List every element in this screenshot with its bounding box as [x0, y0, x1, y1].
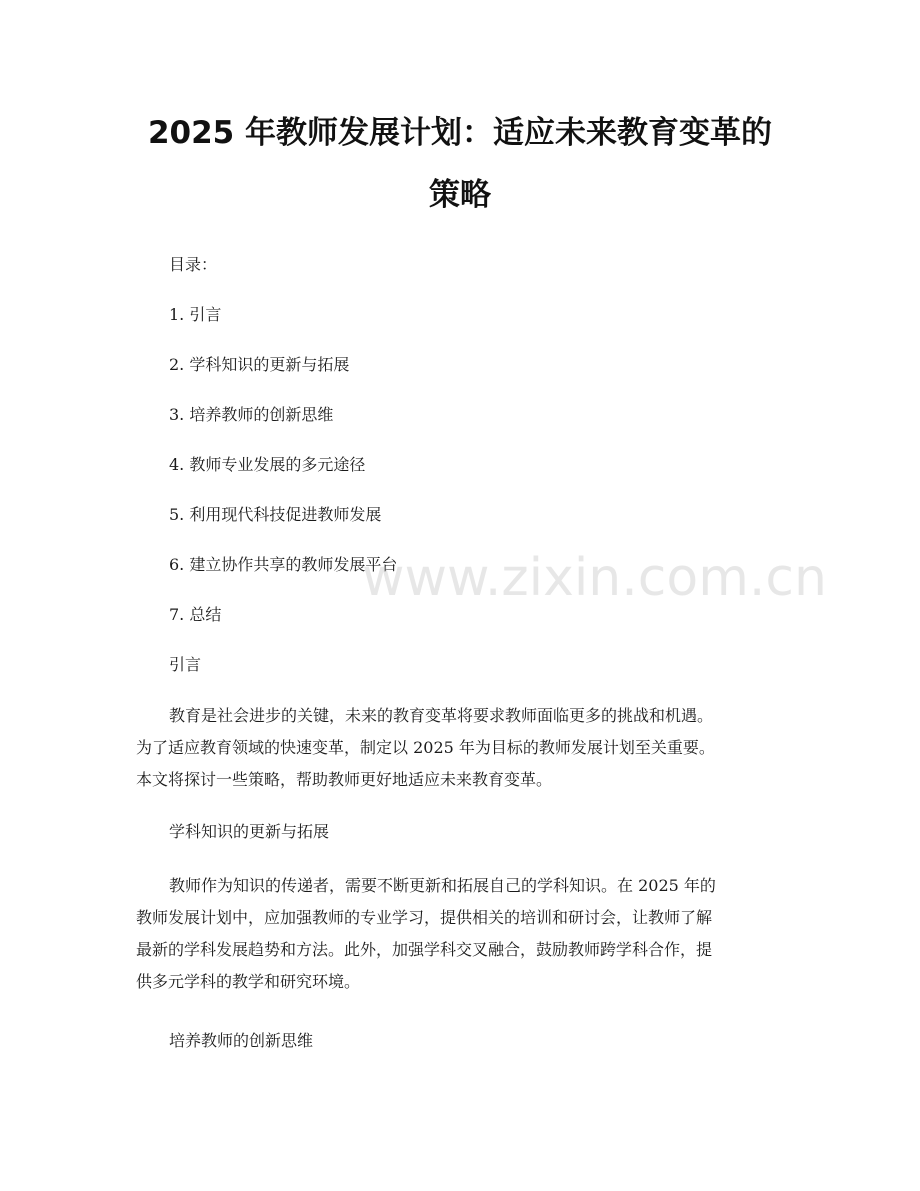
intro-paragraph: [136, 700, 786, 796]
toc-item: 2. 学科知识的更新与拓展: [169, 355, 350, 374]
paragraph-line: 教育是社会进步的关键，未来的教育变革将要求教师面临更多的挑战和机遇。: [169, 706, 714, 725]
section-heading-knowledge: 学科知识的更新与拓展: [169, 822, 330, 841]
knowledge-paragraph: [136, 870, 786, 998]
paragraph-line: 教师发展计划中，应加强教师的专业学习，提供相关的培训和研讨会，让教师了解: [136, 908, 713, 927]
toc-item: 7. 总结: [169, 605, 222, 624]
toc-item: 4. 教师专业发展的多元途径: [169, 455, 366, 474]
paragraph-line: 供多元学科的教学和研究环境。: [136, 972, 361, 991]
document-title-line-2: 策略: [429, 177, 491, 213]
section-heading-intro: 引言: [169, 655, 202, 674]
toc-item: 6. 建立协作共享的教师发展平台: [169, 555, 398, 574]
toc-item: 1. 引言: [169, 305, 222, 324]
paragraph-line: 本文将探讨一些策略，帮助教师更好地适应未来教育变革。: [136, 770, 553, 789]
paragraph-line: 最新的学科发展趋势和方法。此外，加强学科交叉融合，鼓励教师跨学科合作，提: [136, 940, 713, 959]
toc-heading: 目录：: [169, 255, 218, 274]
toc-item: 5. 利用现代科技促进教师发展: [169, 505, 382, 524]
paragraph-line: 为了适应教育领域的快速变革，制定以 2025 年为目标的教师发展计划至关重要。: [136, 738, 715, 757]
paragraph-line: 教师作为知识的传递者，需要不断更新和拓展自己的学科知识。在 2025 年的: [169, 876, 716, 895]
section-heading-innovation: 培养教师的创新思维: [169, 1031, 314, 1050]
toc-item: 3. 培养教师的创新思维: [169, 405, 334, 424]
watermark: www.zixin.com.cn: [362, 548, 827, 608]
document-title-line-1: 2025 年教师发展计划：适应未来教育变革的: [147, 115, 773, 151]
